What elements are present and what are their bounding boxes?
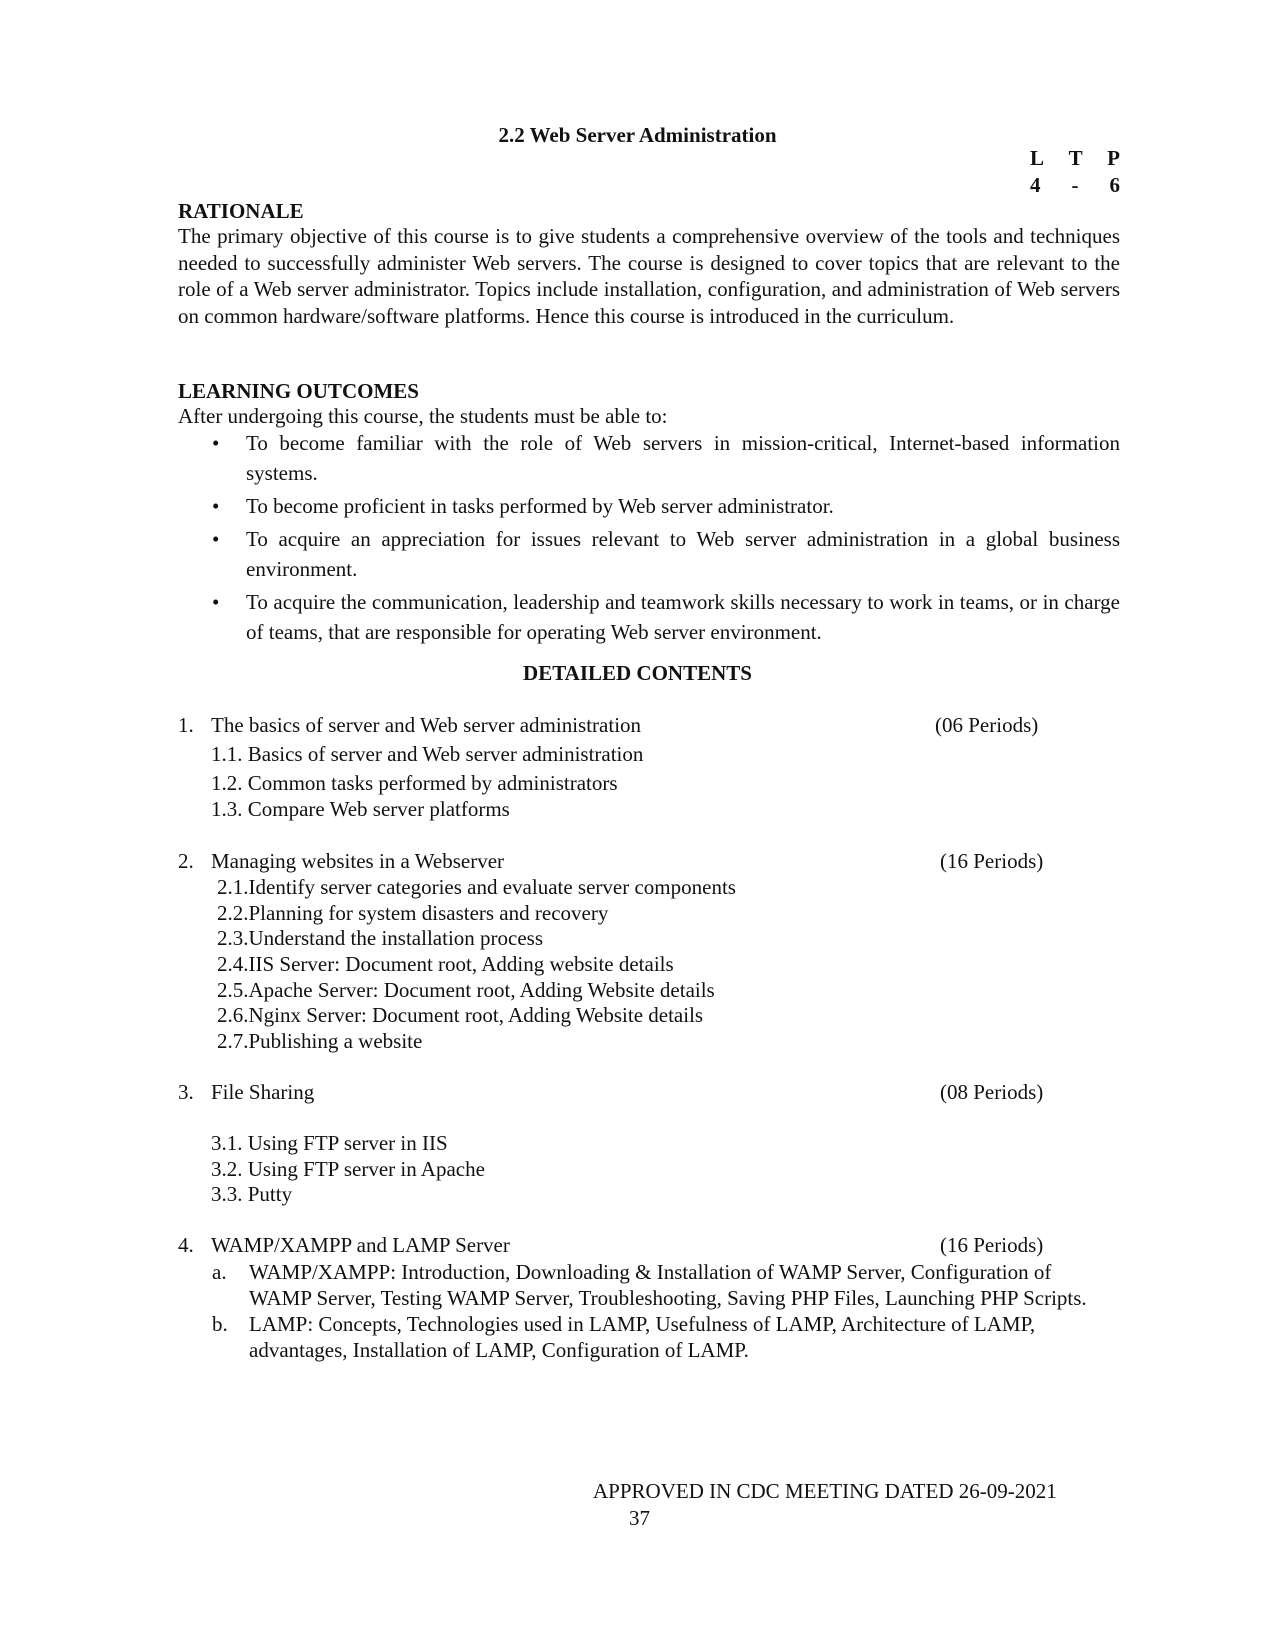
topic-item: 3.1. Using FTP server in IIS — [211, 1131, 448, 1155]
ltp-labels — [1030, 146, 1120, 171]
detailed-contents-heading: DETAILED CONTENTS — [523, 661, 752, 685]
page-title: 2.2 Web Server Administration — [498, 123, 777, 147]
topic-item: 1.2. Common tasks performed by administrators — [211, 771, 618, 795]
unit-periods: (08 Periods) — [940, 1080, 1044, 1104]
outcome-text: To acquire an appreciation for issues relevant to Web server administration in a global business environment. — [246, 527, 1120, 581]
topic-item: 3.2. Using FTP server in Apache — [211, 1157, 485, 1181]
ltp-value-p: 6 — [1109, 173, 1120, 197]
topic-item: 1.3. Compare Web server platforms — [211, 797, 510, 821]
list-item — [212, 1311, 1112, 1363]
ltp-label-p: P — [1107, 146, 1120, 170]
list-item — [212, 1259, 1112, 1311]
unit-number: 1. — [178, 713, 194, 737]
topic-text: WAMP/XAMPP: Introduction, Downloading & Installation of WAMP Server, Configuration of WAMP Server, Testing WAMP Server, Troubleshooting, Saving PHP Files, Launching PHP Scripts. — [249, 1260, 1087, 1310]
list-item — [178, 587, 1120, 647]
learning-outcomes-list — [178, 428, 1120, 650]
unit-periods: (06 Periods) — [935, 713, 1039, 737]
unit-periods: (16 Periods) — [940, 849, 1044, 873]
topic-item: 2.1.Identify server categories and evaluate server components — [217, 875, 736, 899]
ltp-value-t: - — [1071, 173, 1079, 197]
bullet-icon: • — [212, 527, 220, 551]
outcome-text: To become familiar with the role of Web servers in mission-critical, Internet-based information systems. — [246, 431, 1120, 485]
rationale-text: The primary objective of this course is to give students a comprehensive overview of the tools and techniques needed to successfully administer Web servers. The course is designed to cover topics that are relevant to the role of a Web server administrator. Topics include installation, configuration, and administration of Web servers on common hardware/software platforms. Hence this course is introduced in the curriculum. — [178, 224, 1120, 328]
unit-number: 3. — [178, 1080, 194, 1104]
ltp-label-l: L — [1030, 146, 1045, 170]
ltp-values — [1030, 173, 1120, 198]
page-number: 37 — [629, 1506, 650, 1530]
list-item — [178, 428, 1120, 488]
topic-item: 2.4.IIS Server: Document root, Adding website details — [217, 952, 674, 976]
list-item — [178, 491, 1120, 521]
topic-label: b. — [212, 1312, 228, 1336]
lettered-topics — [212, 1259, 1112, 1363]
bullet-icon: • — [212, 494, 220, 518]
ltp-label-t: T — [1068, 146, 1083, 170]
topic-text: LAMP: Concepts, Technologies used in LAMP, Usefulness of LAMP, Architecture of LAMP, advantages, Installation of LAMP, Configuration of LAMP. — [249, 1312, 1036, 1362]
outcome-text: To become proficient in tasks performed by Web server administrator. — [246, 494, 834, 518]
topic-item: 2.5.Apache Server: Document root, Adding Website details — [217, 978, 715, 1002]
unit-title: File Sharing — [211, 1080, 315, 1104]
topic-label: a. — [212, 1260, 227, 1284]
approval-note: APPROVED IN CDC MEETING DATED 26-09-2021 — [593, 1479, 1057, 1503]
rationale-heading: RATIONALE — [178, 199, 304, 223]
ltp-value-l: 4 — [1030, 173, 1041, 197]
outcome-text: To acquire the communication, leadership and teamwork skills necessary to work in teams, or in charge of teams, that are responsible for operating Web server environment. — [246, 590, 1120, 644]
unit-title: The basics of server and Web server administration — [211, 713, 642, 737]
topic-item: 2.6.Nginx Server: Document root, Adding Website details — [217, 1003, 704, 1027]
learning-outcomes-intro: After undergoing this course, the students must be able to: — [178, 404, 668, 428]
unit-number: 4. — [178, 1233, 194, 1257]
topic-item: 2.7.Publishing a website — [217, 1029, 423, 1053]
topic-item: 2.3.Understand the installation process — [217, 926, 544, 950]
unit-number: 2. — [178, 849, 194, 873]
topic-item: 3.3. Putty — [211, 1182, 293, 1206]
unit-title: WAMP/XAMPP and LAMP Server — [211, 1233, 510, 1257]
learning-outcomes-heading: LEARNING OUTCOMES — [178, 379, 419, 403]
topic-item: 2.2.Planning for system disasters and recovery — [217, 901, 609, 925]
list-item — [178, 524, 1120, 584]
bullet-icon: • — [212, 590, 220, 614]
unit-periods: (16 Periods) — [940, 1233, 1044, 1257]
bullet-icon: • — [212, 431, 220, 455]
unit-title: Managing websites in a Webserver — [211, 849, 505, 873]
topic-item: 1.1. Basics of server and Web server administration — [211, 742, 644, 766]
